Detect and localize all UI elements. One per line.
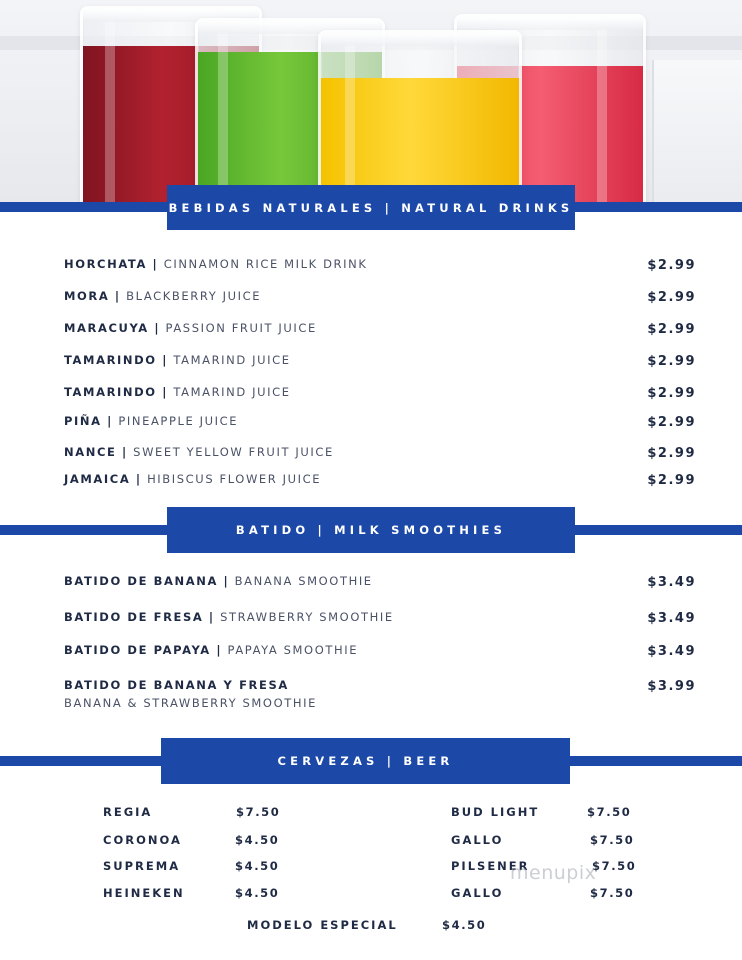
beer-name: GALLO bbox=[451, 833, 504, 847]
menu-item: HORCHATA | CINNAMON RICE MILK DRINK $2.99 bbox=[64, 257, 696, 273]
beer-name: MODELO ESPECIAL bbox=[247, 918, 398, 932]
item-description: TAMARIND JUICE bbox=[173, 385, 291, 399]
beer-name: HEINEKEN bbox=[103, 886, 185, 900]
item-price: $3.49 bbox=[647, 575, 696, 590]
beer-price: $4.50 bbox=[235, 886, 280, 900]
item-price: $2.99 bbox=[647, 258, 696, 273]
item-name: NANCE bbox=[64, 445, 117, 459]
item-name: BATIDO DE PAPAYA bbox=[64, 643, 211, 657]
menu-item bbox=[64, 678, 696, 710]
beer-name: SUPREMA bbox=[103, 859, 181, 873]
menu-item: BATIDO DE FRESA | STRAWBERRY SMOOTHIE $3.49 bbox=[64, 610, 696, 626]
background-window bbox=[652, 60, 742, 205]
item-name: BATIDO DE BANANA Y FRESA bbox=[64, 678, 289, 692]
beer-price: $4.50 bbox=[235, 859, 280, 873]
item-price: $2.99 bbox=[647, 354, 696, 369]
item-name: JAMAICA bbox=[64, 472, 131, 486]
hero-juice-image bbox=[0, 0, 742, 205]
menu-item: MARACUYA | PASSION FRUIT JUICE $2.99 bbox=[64, 321, 696, 337]
menu-item: PIÑA | PINEAPPLE JUICE $2.99 bbox=[64, 414, 696, 430]
menu-item: TAMARINDO | TAMARIND JUICE $2.99 bbox=[64, 385, 696, 401]
section-title: CERVEZAS | BEER bbox=[277, 754, 454, 768]
item-description: SWEET YELLOW FRUIT JUICE bbox=[133, 445, 334, 459]
beer-name: BUD LIGHT bbox=[451, 805, 540, 819]
item-description: STRAWBERRY SMOOTHIE bbox=[220, 610, 394, 624]
item-price: $2.99 bbox=[647, 415, 696, 430]
section-header-natural-drinks bbox=[167, 185, 575, 230]
beer-name: CORONOA bbox=[103, 833, 182, 847]
menu-item: TAMARINDO | TAMARIND JUICE $2.99 bbox=[64, 353, 696, 369]
beer-price: $7.50 bbox=[587, 805, 632, 819]
menu-item: NANCE | SWEET YELLOW FRUIT JUICE $2.99 bbox=[64, 445, 696, 461]
item-name: HORCHATA bbox=[64, 257, 147, 271]
item-price: $3.49 bbox=[647, 644, 696, 659]
section-header-beer bbox=[161, 738, 570, 784]
beer-price: $7.50 bbox=[236, 805, 281, 819]
item-price: $2.99 bbox=[647, 290, 696, 305]
item-name: PIÑA bbox=[64, 414, 102, 428]
item-name: TAMARINDO bbox=[64, 353, 157, 367]
item-description: PINEAPPLE JUICE bbox=[118, 414, 239, 428]
item-name: MORA bbox=[64, 289, 110, 303]
item-description: BLACKBERRY JUICE bbox=[126, 289, 262, 303]
item-price: $2.99 bbox=[647, 386, 696, 401]
section-title: BEBIDAS NATURALES | NATURAL DRINKS bbox=[168, 200, 574, 215]
item-price: $2.99 bbox=[647, 473, 696, 488]
beer-name: PILSENER bbox=[451, 859, 530, 873]
beer-name: REGIA bbox=[103, 805, 153, 819]
menu-item: MORA | BLACKBERRY JUICE $2.99 bbox=[64, 289, 696, 305]
yellow-juice-glass bbox=[318, 30, 522, 205]
item-price: $3.49 bbox=[647, 611, 696, 626]
item-price: $2.99 bbox=[647, 446, 696, 461]
item-name: BATIDO DE FRESA bbox=[64, 610, 204, 624]
item-description: PAPAYA SMOOTHIE bbox=[227, 643, 359, 657]
beer-price: $7.50 bbox=[590, 833, 635, 847]
item-description: TAMARIND JUICE bbox=[173, 353, 291, 367]
beer-price: $7.50 bbox=[592, 859, 637, 873]
item-price: $2.99 bbox=[647, 322, 696, 337]
item-name: BATIDO DE BANANA bbox=[64, 574, 218, 588]
beer-price: $4.50 bbox=[235, 833, 280, 847]
beer-price: $4.50 bbox=[442, 918, 487, 932]
section-title: BATIDO | MILK SMOOTHIES bbox=[235, 523, 507, 537]
menu-item: BATIDO DE PAPAYA | PAPAYA SMOOTHIE $3.49 bbox=[64, 643, 696, 659]
menupix-watermark: menupix bbox=[510, 862, 597, 884]
menu-item: BATIDO DE BANANA | BANANA SMOOTHIE $3.49 bbox=[64, 574, 696, 590]
beer-price: $7.50 bbox=[590, 886, 635, 900]
item-description: BANANA SMOOTHIE bbox=[234, 574, 373, 588]
menu-item: JAMAICA | HIBISCUS FLOWER JUICE $2.99 bbox=[64, 472, 696, 488]
item-description: PASSION FRUIT JUICE bbox=[165, 321, 317, 335]
item-description: CINNAMON RICE MILK DRINK bbox=[163, 257, 368, 271]
section-header-smoothies bbox=[167, 507, 575, 553]
item-description: BANANA & STRAWBERRY SMOOTHIE bbox=[64, 696, 317, 710]
item-name: TAMARINDO bbox=[64, 385, 157, 399]
beer-name: GALLO bbox=[451, 886, 504, 900]
item-description: HIBISCUS FLOWER JUICE bbox=[147, 472, 322, 486]
item-name: MARACUYA bbox=[64, 321, 149, 335]
item-price: $3.99 bbox=[647, 679, 696, 694]
